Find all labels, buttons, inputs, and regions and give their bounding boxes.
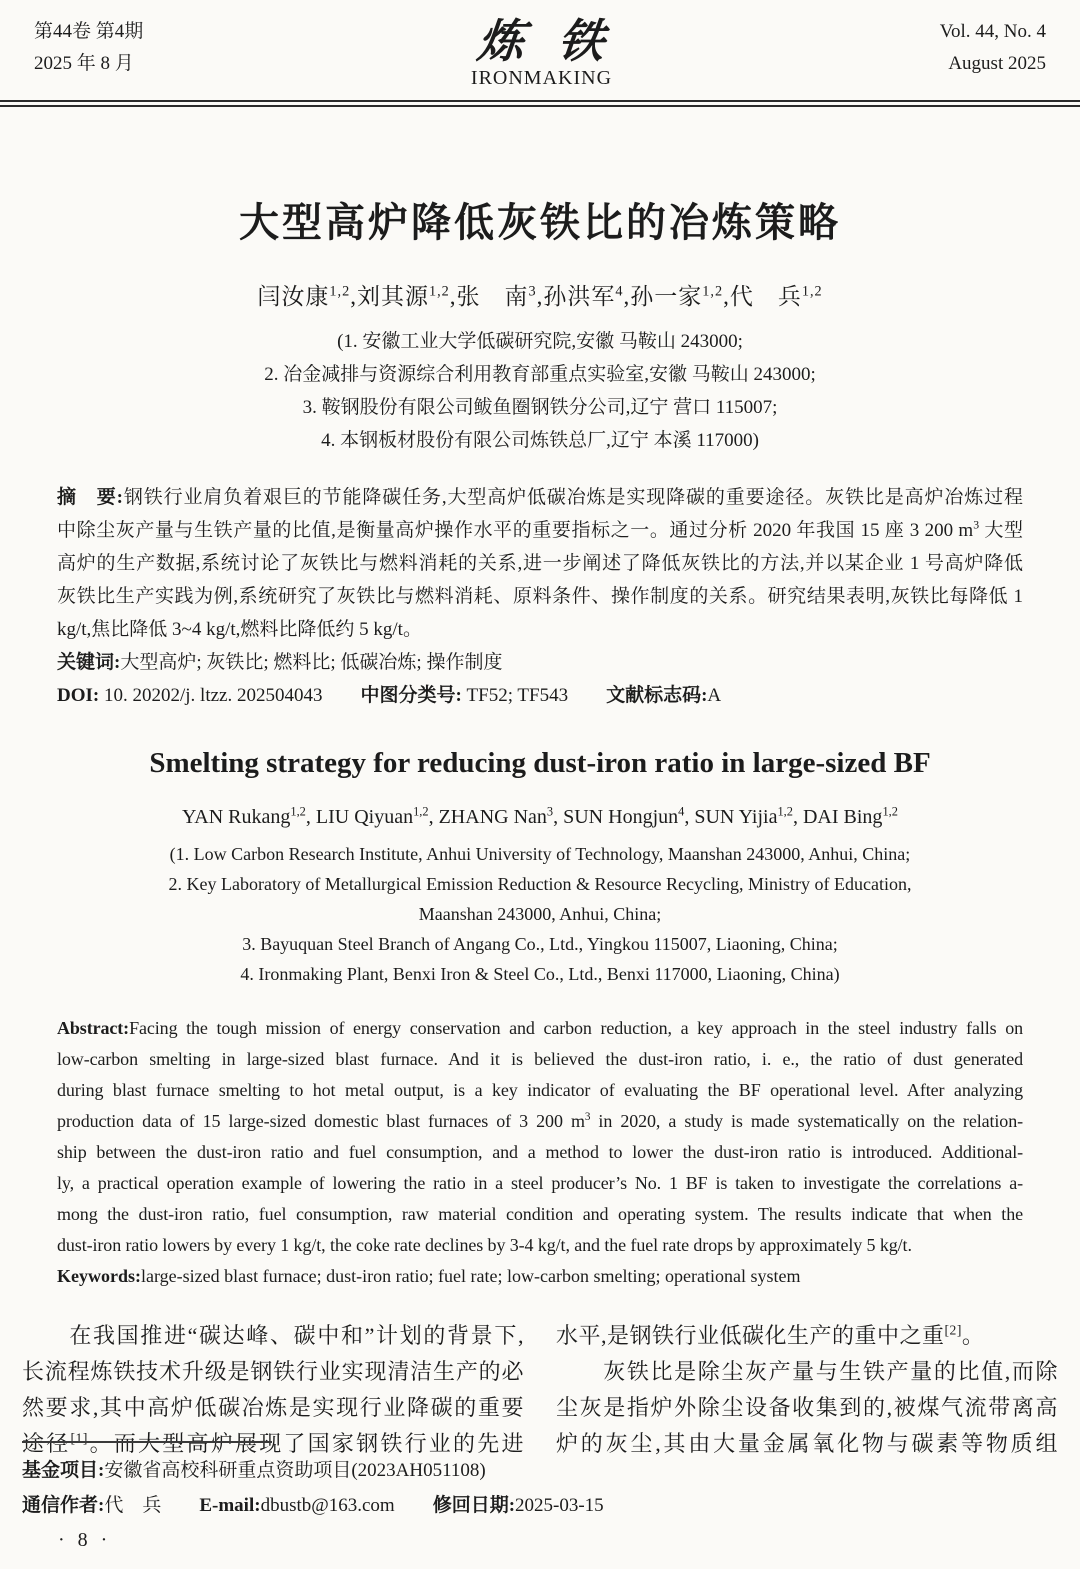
header-issue-en <box>940 16 1046 80</box>
page-footer <box>0 1441 1080 1569</box>
text-line: ship between the dust-iron ratio and fuel consumption, and a method to lower the dust-iron ratio is introduced. Additional- <box>57 1142 1023 1162</box>
text-line: production data of 15 large-sized domestic blast furnaces of 3 200 $m^3$ in 2020, a study is made systematically on the relation- <box>57 1111 1023 1131</box>
abstract-en <box>57 1013 1023 1261</box>
footnote-divider <box>22 1441 272 1443</box>
authors-cn: 闫汝康$^{1,2}$,刘其源$^{1,2}$,张 南$^3$,孙洪军$^4$,孙一家$^{1,2}$,代 兵$^{1,2}$ <box>257 283 823 309</box>
issue-volume-en: Vol. 44, No. 4 <box>939 21 1046 42</box>
text-line: 摘 要:钢铁行业肩负着艰巨的节能降碳任务,大型高炉低碳冶炼是实现降碳的重要途径。灰铁比是高炉冶炼过程 <box>57 487 1024 508</box>
text-line: 途径[1]。而大型高炉展现了国家钢铁行业的先进 <box>22 1430 524 1456</box>
journal-name-en: IRONMAKING <box>470 67 613 89</box>
text-line: 灰铁比生产实践为例,系统研究了灰铁比与燃料消耗、原料条件、操作制度的关系。研究结果表明,灰铁比每降低 1 <box>57 586 1023 607</box>
article-title-cn: 大型高炉降低灰铁比的冶炼策略 <box>239 200 841 245</box>
issue-volume-cn: 第44卷 第4期 <box>34 21 144 42</box>
text-line: (1. Low Carbon Research Institute, Anhui University of Technology, Maanshan 243000, Anhui, China; <box>169 844 911 864</box>
affiliations-cn <box>0 325 1080 457</box>
text-line: 灰铁比是除尘灰产量与生铁产量的比值,而除 <box>556 1359 1058 1384</box>
text-line: 3. Bayuquan Steel Branch of Angang Co., Ltd., Yingkou 115007, Liaoning, China; <box>242 934 838 954</box>
journal-logo-calligraphy: 炼铁 <box>475 16 642 67</box>
text-line: 长流程炼铁技术升级是钢铁行业实现清洁生产的必 <box>22 1359 524 1384</box>
affiliations-en <box>0 839 1080 989</box>
text-line: mong the dust-iron ratio, fuel consumption, raw material condition and operating system. The results indicate that when the <box>57 1204 1023 1224</box>
article-title-en: Smelting strategy for reducing dust-iron ratio in large-sized BF <box>149 747 931 779</box>
keywords-en: Keywords:large-sized blast furnace; dust-iron ratio; fuel rate; low-carbon smelting; operational system <box>57 1266 801 1286</box>
text-line: during blast furnace smelting to hot metal output, is a key indicator of evaluating the BF operational level. After analyzing <box>57 1080 1023 1100</box>
authors-en: YAN Rukang$^{1,2}$, LIU Qiyuan$^{1,2}$, ZHANG Nan$^3$, SUN Hongjun$^4$, SUN Yijia$^{1,2}$, DAI Bing$^{1,2}$ <box>182 804 898 828</box>
text-line: Abstract:Facing the tough mission of energy conservation and carbon reduction, a key approach in the steel industry falls on <box>57 1018 1023 1038</box>
text-line: dust-iron ratio lowers by every 1 kg/t, the coke rate declines by 3-4 kg/t, and the fuel rate drops by approximately 5 kg/t. <box>57 1235 912 1255</box>
text-line: 高炉的生产数据,系统讨论了灰铁比与燃料消耗的关系,进一步阐述了降低灰铁比的方法,并以某企业 1 号高炉降低 <box>57 553 1023 574</box>
text-line: low-carbon smelting in large-sized blast furnace. And it is believed the dust-iron ratio, i. e., the ratio of dust generated <box>57 1049 1023 1069</box>
text-line: 2. Key Laboratory of Metallurgical Emission Reduction & Resource Recycling, Ministry of Education, <box>168 874 912 894</box>
doi-classification-line: DOI: 10. 20202/j. ltzz. 202504043 中图分类号: TF52; TF543 文献标志码:A <box>57 685 722 706</box>
text-line: kg/t,焦比降低 3~4 kg/t,燃料比降低约 5 kg/t。 <box>57 619 422 640</box>
keywords-cn: 关键词:大型高炉; 灰铁比; 燃料比; 低碳冶炼; 操作制度 <box>57 652 503 673</box>
text-line: 3. 鞍钢股份有限公司鲅鱼圈钢铁分公司,辽宁 营口 115007; <box>302 397 778 418</box>
text-line: 中除尘灰产量与生铁产量的比值,是衡量高炉操作水平的重要指标之一。通过分析 2020 年我国 15 座 3 200 $m^3$ 大型 <box>57 518 1023 541</box>
header-issue-cn <box>34 16 143 80</box>
text-line: Maanshan 243000, Anhui, China; <box>418 904 662 924</box>
body-right-paragraph-1 <box>556 1318 1058 1354</box>
text-line: 水平,是钢铁行业低碳化生产的重中之重[2]。 <box>556 1322 985 1348</box>
text-line: 尘灰是指炉外除尘设备收集到的,被煤气流带离高 <box>556 1395 1058 1420</box>
text-line: 然要求,其中高炉低碳冶炼是实现行业降碳的重要 <box>22 1395 524 1420</box>
text-line: 4. 本钢板材股份有限公司炼铁总厂,辽宁 本溪 117000) <box>321 430 759 451</box>
abstract-cn <box>57 481 1023 646</box>
text-line: (1. 安徽工业大学低碳研究院,安徽 马鞍山 243000; <box>337 331 743 352</box>
text-line: 炉的灰尘,其由大量金属氧化物与碳素等物质组 <box>556 1431 1058 1456</box>
text-line: ly, a practical operation example of lowering the ratio in a steel producer’s No. 1 BF is taken to investigate the correlations a- <box>57 1173 1023 1193</box>
fund-project-line: 基金项目:安徽省高校科研重点资助项目(2023AH051108) <box>22 1460 486 1481</box>
page-number: · 8 · <box>58 1529 112 1551</box>
journal-logo <box>444 16 642 90</box>
corresponding-author-line: 通信作者:代 兵 E-mail:dbustb@163.com 修回日期:2025-03-15 <box>22 1495 604 1516</box>
issue-date-en: August 2025 <box>948 53 1046 74</box>
text-line: 在我国推进“碳达峰、碳中和”计划的背景下, <box>22 1323 524 1348</box>
journal-header <box>0 0 1080 90</box>
issue-date-cn: 2025 年 8 月 <box>34 53 134 74</box>
text-line: 2. 冶金减排与资源综合利用教育部重点实验室,安徽 马鞍山 243000; <box>264 364 816 385</box>
header-divider <box>0 100 1080 107</box>
text-line: 4. Ironmaking Plant, Benxi Iron & Steel Co., Ltd., Benxi 117000, Liaoning, China) <box>240 964 840 984</box>
